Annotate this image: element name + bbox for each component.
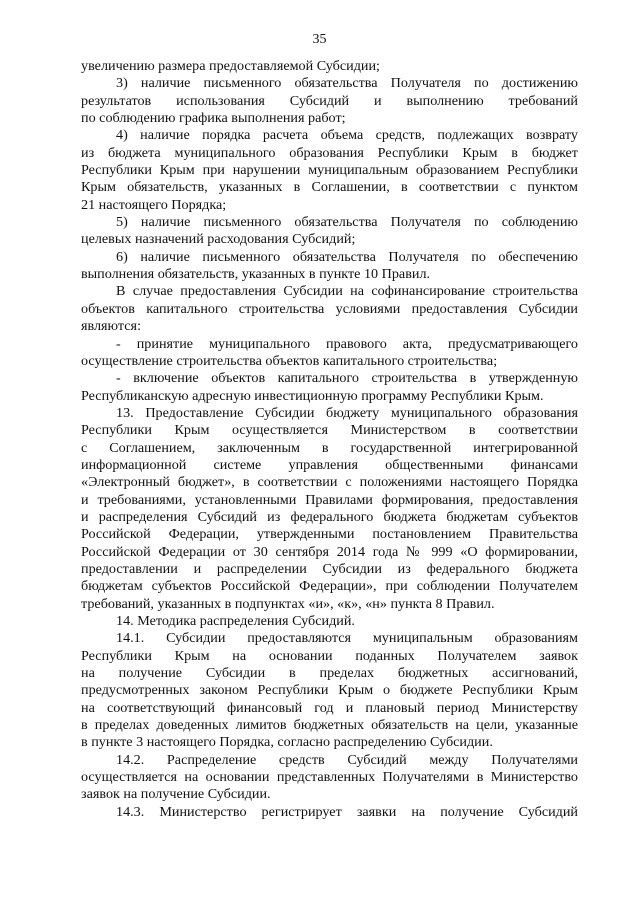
text-line: и требованиями, установленными Правилами формирования, предоставления xyxy=(81,491,578,508)
text-line: по соблюдению графика выполнения работ; xyxy=(81,110,346,127)
text-line: - включение объектов капитального строительства в утвержденную xyxy=(116,370,578,387)
text-line: результатов использования Субсидий и выполнению требований xyxy=(81,92,578,109)
text-line: являются: xyxy=(81,318,141,335)
text-line: предоставлении и распределении Субсидии из федерального бюджета xyxy=(81,560,578,577)
text-line: и распределения Субсидий из федерального бюджета бюджетам субъектов xyxy=(81,508,578,525)
document-body xyxy=(81,58,578,821)
text-line: из бюджета муниципального образования Республики Крым в бюджет xyxy=(81,144,578,161)
text-line: с Соглашением, заключенным в государственной интегрированной xyxy=(81,439,578,456)
text-line: в пределах доведенных лимитов бюджетных обязательств на цели, указанные xyxy=(81,717,578,734)
text-line: «Электронный бюджет», в соответствии с положениями настоящего Порядка xyxy=(81,474,578,491)
text-line: В случае предоставления Субсидии на софинансирование строительства xyxy=(116,283,578,300)
text-line: Республики Крым на основании поданных Получателем заявок xyxy=(81,647,578,664)
text-line: на соответствующий финансовый год и плановый период Министерству xyxy=(81,699,578,716)
text-line: целевых назначений расходования Субсидий; xyxy=(81,231,356,248)
text-line: осуществление строительства объектов капитального строительства; xyxy=(81,352,498,369)
text-line: 14. Методика распределения Субсидий. xyxy=(116,613,355,629)
text-line: - принятие муниципального правового акта, предусматривающего xyxy=(116,335,578,352)
text-line: 14.1. Субсидии предоставляются муниципальным образованиям xyxy=(116,630,578,647)
text-line: 13. Предоставление Субсидии бюджету муниципального образования xyxy=(116,404,578,421)
text-line: 14.3. Министерство регистрирует заявки на получение Субсидий xyxy=(116,803,578,820)
text-line: 3) наличие письменного обязательства Получателя по достижению xyxy=(116,75,578,92)
text-line: Республики Крым при нарушении муниципальным образованием Республики xyxy=(81,162,578,179)
text-line: на получение Субсидии в пределах бюджетных ассигнований, xyxy=(81,665,578,682)
text-line: 21 настоящего Порядка; xyxy=(81,196,227,213)
page-number: 35 xyxy=(312,32,327,47)
text-line: осуществляется на основании представленных Получателями в Министерство xyxy=(81,769,578,786)
text-line: выполнения обязательств, указанных в пункте 10 Правил. xyxy=(81,266,431,283)
text-line: 5) наличие письменного обязательства Получателя по соблюдению xyxy=(116,214,578,231)
text-line: 14.2. Распределение средств Субсидий между Получателями xyxy=(116,751,578,768)
text-line: 6) наличие письменного обязательства Получателя по обеспечению xyxy=(116,248,578,265)
text-line: требований, указанных в подпунктах «и», «к», «н» пункта 8 Правил. xyxy=(81,595,495,612)
text-line: в пункте 3 настоящего Порядка, согласно распределению Субсидии. xyxy=(81,734,493,751)
text-line: Российской Федерации, утвержденными постановлением Правительства xyxy=(81,526,578,543)
text-line: увеличению размера предоставляемой Субсидии; xyxy=(81,58,380,74)
text-line: Республики Крым осуществляется Министерством в соответствии xyxy=(81,422,578,439)
text-line: информационной системе управления общественными финансами xyxy=(81,456,578,473)
text-line: заявок на получение Субсидии. xyxy=(81,786,271,803)
text-line: Российской Федерации от 30 сентября 2014 года № 999 «О формировании, xyxy=(81,543,578,560)
text-line: 4) наличие порядка расчета объема средств, подлежащих возврату xyxy=(116,127,578,144)
text-line: предусмотренных законом Республики Крым о бюджете Республики Крым xyxy=(81,682,578,699)
text-line: Республиканскую адресную инвестиционную программу Республики Крым. xyxy=(81,387,544,404)
text-line: Крым обязательств, указанных в Соглашении, в соответствии с пунктом xyxy=(81,179,578,196)
text-line: бюджетам субъектов Российской Федерации», при соблюдении Получателем xyxy=(81,578,578,595)
text-line: объектов капитального строительства условиями предоставления Субсидии xyxy=(81,300,578,317)
